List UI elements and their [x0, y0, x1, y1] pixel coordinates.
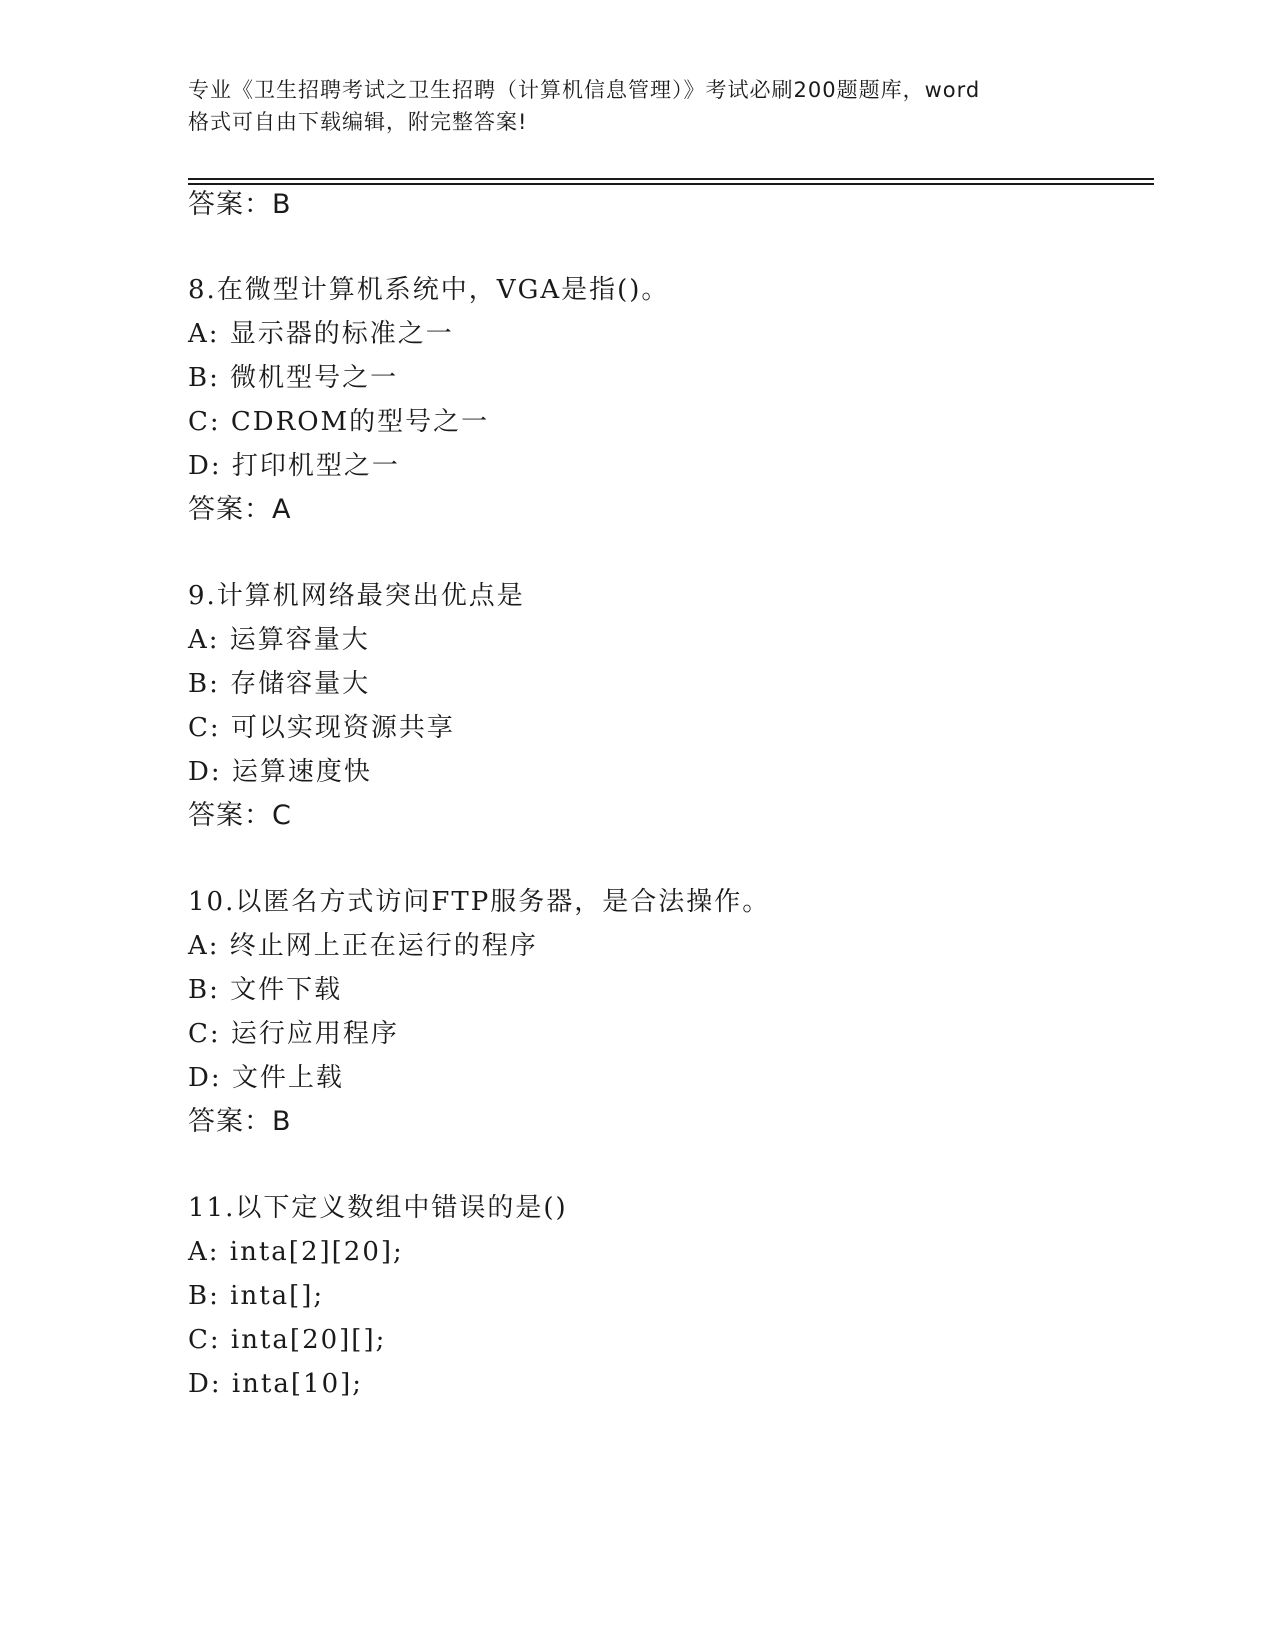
question-11-option-c: C: inta[20][]; — [188, 1325, 387, 1355]
header-line-2: 格式可自由下载编辑，附完整答案! — [188, 110, 528, 134]
document-header — [188, 74, 1088, 138]
header-line-1: 专业《卫生招聘考试之卫生招聘（计算机信息管理）》考试必刷200题题库，word — [188, 78, 981, 102]
question-8-option-d: D: 打印机型之一 — [188, 451, 400, 481]
question-9-option-a: A: 运算容量大 — [188, 625, 370, 655]
question-8-option-c: C: CDROM的型号之一 — [188, 407, 490, 437]
question-10-option-d: D: 文件上载 — [188, 1063, 344, 1093]
question-9-option-d: D: 运算速度快 — [188, 757, 372, 787]
header-rule-top — [188, 178, 1154, 180]
question-10-option-a: A: 终止网上正在运行的程序 — [188, 931, 538, 961]
question-10-option-b: B: 文件下载 — [188, 975, 343, 1005]
question-9-option-b: B: 存储容量大 — [188, 669, 371, 699]
question-11-option-d: D: inta[10]; — [188, 1369, 364, 1399]
question-8-stem: 8.在微型计算机系统中，VGA是指()。 — [188, 275, 670, 305]
question-9-answer: 答案：C — [188, 800, 292, 831]
question-10-stem: 10.以匿名方式访问FTP服务器，是合法操作。 — [188, 887, 771, 917]
question-8-option-b: B: 微机型号之一 — [188, 363, 399, 393]
question-9-stem: 9.计算机网络最突出优点是 — [188, 581, 525, 611]
question-8-option-a: A: 显示器的标准之一 — [188, 319, 454, 349]
header-rule-bottom — [188, 183, 1154, 185]
question-11-stem: 11.以下定义数组中错误的是() — [188, 1193, 568, 1223]
question-11-option-a: A: inta[2][20]; — [188, 1237, 404, 1267]
question-9-option-c: C: 可以实现资源共享 — [188, 713, 455, 743]
question-8-answer: 答案：A — [188, 494, 292, 525]
question-10-answer: 答案：B — [188, 1106, 292, 1137]
answer-previous: 答案：B — [188, 189, 292, 220]
question-10-option-c: C: 运行应用程序 — [188, 1019, 399, 1049]
question-11-option-b: B: inta[]; — [188, 1281, 325, 1311]
